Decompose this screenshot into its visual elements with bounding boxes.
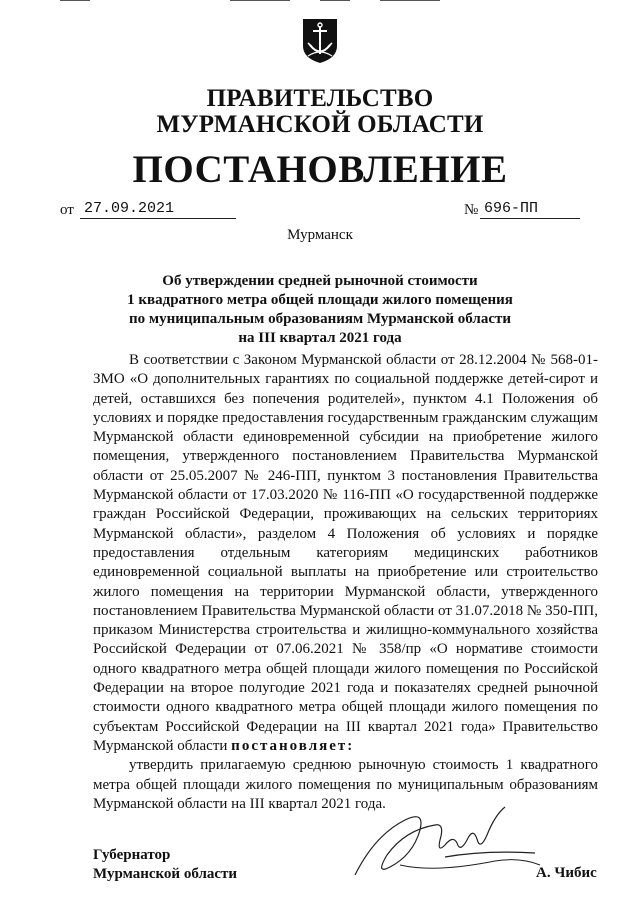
coat-of-arms-emblem (302, 18, 338, 64)
subject-line: 1 квадратного метра общей площади жилого помещения (127, 292, 513, 308)
number-value: 696-ПП (480, 200, 580, 219)
body-paragraph-preamble (93, 351, 598, 756)
signatory-name: А. Чибис (536, 865, 597, 881)
subject-line: по муниципальным образованиям Мурманской области (128, 311, 512, 327)
body-paragraph-resolution: утвердить прилагаемую среднюю рыночную стоимость 1 квадратного метра общей площади жилого помещения по муниципальным образованиям Мурманской области на III квартал 2021 года. (93, 757, 598, 812)
date-label: от (60, 202, 74, 218)
signatory-position-line2: Мурманской области (93, 866, 238, 882)
document-subject (80, 272, 560, 348)
subject-line: на III квартал 2021 года (238, 330, 402, 346)
subject-line: Об утверждении средней рыночной стоимости (162, 273, 478, 289)
city-name: Мурманск (287, 227, 353, 243)
preamble-text: В соответствии с Законом Мурманской области от 28.12.2004 № 568-01-ЗМО «О дополнительных гарантиях по социальной поддержке детей-сирот и детей, оставшихся без попечения родителей», пунктом 4.1 Положения об условиях и порядке предоставления государственным гражданским служащим Мурманской области единовременной субсидии на приобретение жилого помещения, утвержденного постановлением Правительства Мурманской области от 25.05.2007 № 246-ПП, пунктом 3 постановления Правительства Мурманской области от 17.03.2020 № 116-ПП «О государственной поддержке граждан Российской Федерации, проживающих на сельских территориях Мурманской области», разделом 4 Положения об условиях и порядке предоставления отдельным категориям медицинских работников единовременной социальной выплаты на приобретение или строительство жилого помещения на территории Мурманской области, утвержденного постановлением Правительства Мурманской области от 31.07.2018 № 350-ПП, приказом Министерства строительства и жилищно-коммунального хозяйства Российской Федерации от 07.06.2021 № 358/пр «О нормативе стоимости одного квадратного метра общей площади жилого помещения по Российской Федерации на второе полугодие 2021 года и показателях средней рыночной стоимости одного квадратного метра общей площади жилого помещения по субъектам Российской Федерации на III квартал 2021 года» Правительство Мурманской области (93, 352, 598, 754)
signatory-position (93, 846, 237, 884)
document-type-title: ПОСТАНОВЛЕНИЕ (132, 148, 508, 191)
date-number-row (60, 200, 580, 222)
number-label: № (464, 202, 479, 218)
signatory-position-line1: Губернатор (93, 847, 171, 863)
government-title-line1: ПРАВИТЕЛЬСТВО (206, 85, 434, 112)
handwritten-signature (345, 795, 545, 890)
decree-word: постановляет: (231, 737, 355, 754)
date-value: 27.09.2021 (80, 200, 236, 219)
top-scan-line (0, 0, 640, 2)
government-title-line2: МУРМАНСКОЙ ОБЛАСТИ (156, 111, 484, 138)
document-body (93, 351, 598, 814)
